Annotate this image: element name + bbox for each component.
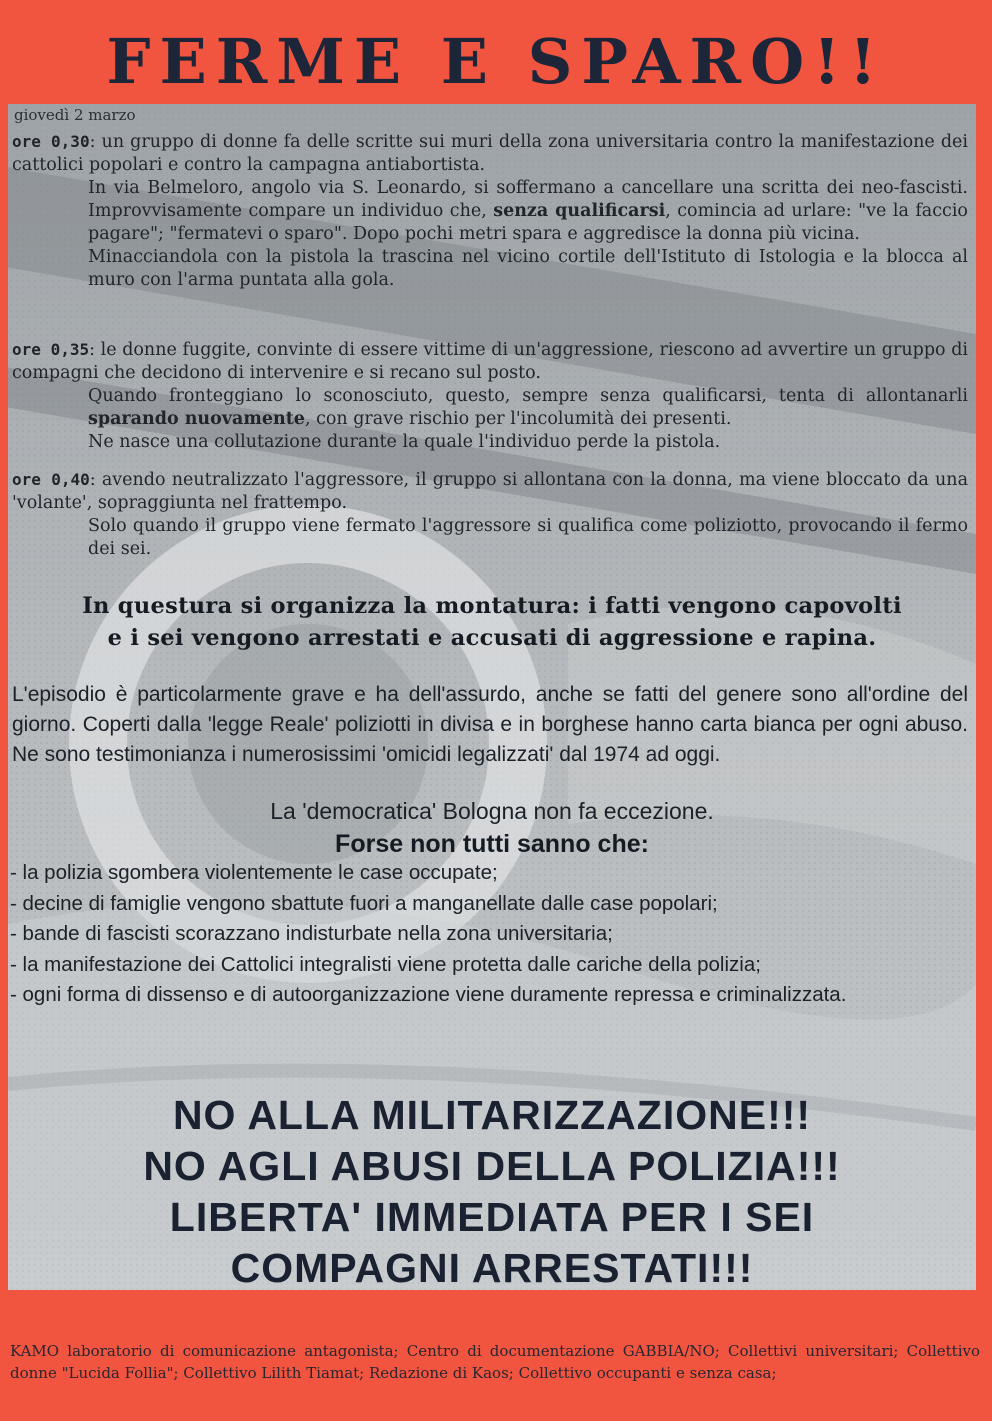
entry-0030-para-3: Minacciandola con la pistola la trascina nel vicino cortile dell'Istituto di Istologia e la blocca al muro con l'arma puntata alla gola. xyxy=(88,247,968,290)
entry-time: ore 0,30 xyxy=(12,132,90,151)
entry-0040 xyxy=(12,468,968,561)
entry-text: : avendo neutralizzato l'aggressore, il gruppo si allontana con la donna, ma viene bloccato da una 'volante', sopraggiunta nel frattempo. xyxy=(12,470,969,513)
bullet-item: - bande di fascisti scorazzano indisturbate nella zona universitaria; xyxy=(10,922,613,945)
entry-time: ore 0,40 xyxy=(12,470,90,489)
headline-line-2: e i sei vengono arrestati e accusati di aggressione e rapina. xyxy=(107,625,877,651)
slogans xyxy=(8,1090,976,1290)
entry-0030-para-2 xyxy=(12,177,968,246)
entry-0030-intro xyxy=(12,130,968,177)
entry-0035-para-2 xyxy=(12,385,968,431)
bullet-item: - la manifestazione dei Cattolici integralisti viene protetta dalle cariche della polizia; xyxy=(10,952,761,976)
bullet-item: - decine di famiglie vengono sbattute fuori a manganellate dalle case popolari; xyxy=(10,891,718,915)
entry-text: , comincia ad urlare: "ve la faccio pagare"; "fermatevi o sparo". Dopo pochi metri spara e aggredisce la donna più vicina. xyxy=(88,201,968,244)
headline xyxy=(8,590,976,654)
bullet-item: - la polizia sgombera violentemente le case occupate; xyxy=(10,861,498,884)
entry-0030 xyxy=(12,130,968,292)
slogan-line: NO ALLA MILITARIZZAZIONE!!! xyxy=(172,1092,812,1138)
entry-text: : le donne fuggite, convinte di essere vittime di un'aggressione, riescono ad avvertire un gruppo di compagni che decidono di intervenire e si recano sul posto. xyxy=(12,340,969,383)
entry-0040-para-2: Solo quando il gruppo viene fermato l'aggressore si qualifica come poliziotto, provocando il fermo dei sei. xyxy=(88,516,968,559)
poster-title: FERME E SPARO!! xyxy=(106,25,886,98)
entry-0040-intro xyxy=(12,468,968,515)
slogan-line: COMPAGNI ARRESTATI!!! xyxy=(230,1245,754,1290)
bullet-item: - ogni forma di dissenso e di autoorganizzazione viene duramente repressa e criminalizzata. xyxy=(10,983,847,1006)
photo-panel xyxy=(8,104,976,1290)
body-paragraph: L'episodio è particolarmente grave e ha dell'assurdo, anche se fatti del genere sono all'ordine del giorno. Coperti dalla 'legge Reale' poliziotti in divisa e in borghese hanno carta bianca per ogni abuso. Ne sono testimonianza i numerosissimi 'omicidi legalizzati' dal 1974 ad oggi. xyxy=(12,683,968,766)
entry-0035 xyxy=(12,338,968,454)
headline-line-1: In questura si organizza la montatura: i fatti vengono capovolti xyxy=(82,593,902,619)
entry-time: ore 0,35 xyxy=(12,340,90,359)
entry-0035-intro xyxy=(12,338,968,385)
dateline: giovedì 2 marzo xyxy=(14,106,136,124)
entry-text: , con grave rischio per l'incolumità dei presenti. xyxy=(304,409,732,429)
entry-emphasis: senza qualificarsi xyxy=(493,201,666,221)
entry-0035-para-3: Ne nasce una collutazione durante la quale l'individuo perde la pistola. xyxy=(88,432,721,452)
signatories-footer: KAMO laboratorio di comunicazione antagonista; Centro di documentazione GABBIA/NO; Collettivi universitari; Collettivo donne "Lucida Follia"; Collettivo Lilith Tiamat; Redazione di Kaos; Collettivo occupanti e senza casa; xyxy=(10,1342,980,1382)
slogan-line: NO AGLI ABUSI DELLA POLIZIA!!! xyxy=(143,1143,841,1189)
bullet-list xyxy=(10,858,970,1011)
entry-text: In via Belmeloro, angolo via S. Leonardo, si soffermano a cancellare una scritta dei neo-fascisti. Improvvisamente compare un individuo che, xyxy=(88,178,968,221)
entry-text: Quando fronteggiano lo sconosciuto, questo, sempre senza qualificarsi, tenta di allontanarli xyxy=(88,386,968,406)
forse-line: Forse non tutti sanno che: xyxy=(335,830,649,858)
slogan-line: LIBERTA' IMMEDIATA PER I SEI xyxy=(169,1194,815,1240)
entry-text: : un gruppo di donne fa delle scritte sui muri della zona universitaria contro la manifestazione dei cattolici popolari e contro la campagna antiabortista. xyxy=(12,132,969,175)
bologna-line: La 'democratica' Bologna non fa eccezione. xyxy=(270,798,714,824)
entry-emphasis: sparando nuovamente xyxy=(88,409,305,429)
